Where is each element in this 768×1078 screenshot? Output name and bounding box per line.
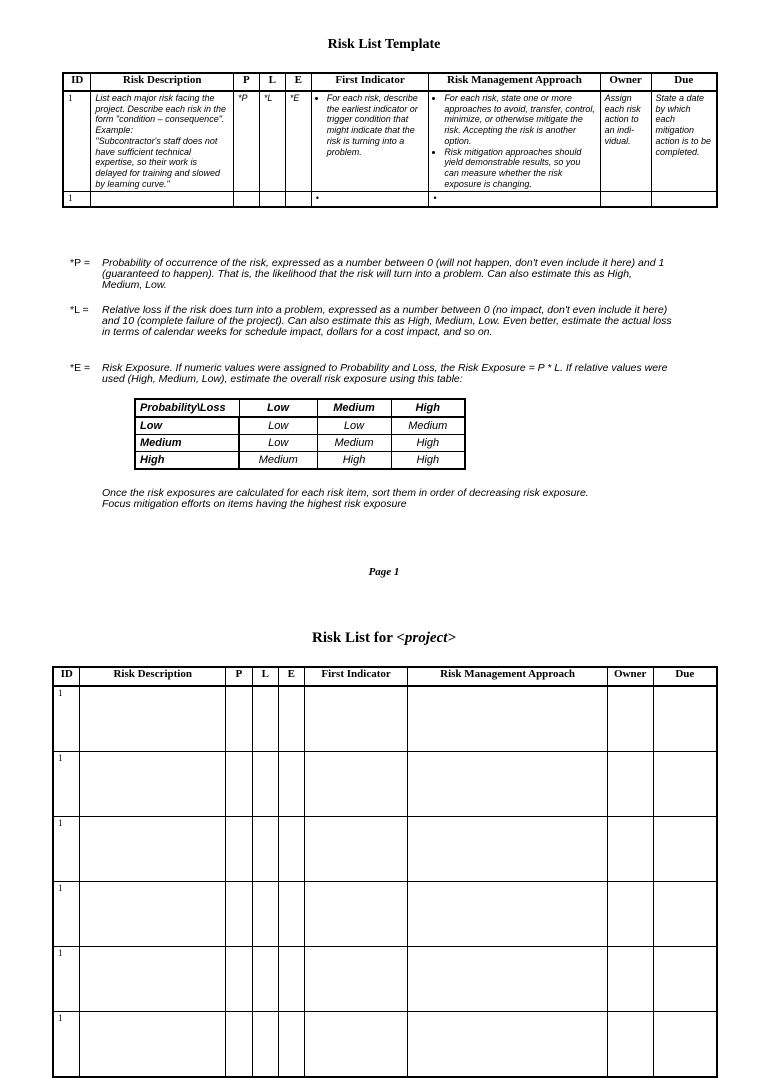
header-risk-management-approach: Risk Management Approach xyxy=(429,73,600,91)
example-description xyxy=(91,91,234,192)
exposure-corner: Probability\Loss xyxy=(135,399,239,417)
definition-p-text: Probability of occurrence of the risk, expressed as a number between 0 (will not happen, don't even include it here) and 1 (guaranteed to happen). That is, the likelihood that the risk will turn into a problem. Can also estimate this as High, Medium, Low. xyxy=(102,257,665,291)
header-l: L xyxy=(252,667,278,686)
header-p: P xyxy=(233,73,259,91)
row-id: 1 xyxy=(53,1012,80,1078)
first-indicator-item: • For each risk, describe the earliest indicator or trigger condition that might indicate that the risk is turning into a problem. xyxy=(327,93,425,157)
template-title: Risk List Template xyxy=(327,37,441,52)
header-first-indicator: First Indicator xyxy=(311,73,429,91)
header-e: E xyxy=(278,667,304,686)
risk-template-table xyxy=(62,72,718,208)
second-row-id: 1 xyxy=(63,192,91,207)
exposure-cell: High xyxy=(391,452,465,470)
header-due: Due xyxy=(653,667,717,686)
definition-l-key: *L = xyxy=(70,304,89,316)
table-row xyxy=(53,817,717,882)
table-row xyxy=(53,1012,717,1078)
description-text: List each major risk facing the project. Describe each risk in the form "condition – consequence". xyxy=(95,93,226,125)
example-l: *L xyxy=(259,91,285,192)
header-id: ID xyxy=(53,667,80,686)
approach-item-1: • For each risk, state one or more approaches to avoid, transfer, control, minimize, or otherwise mitigate the risk. Accepting the risk is another option. xyxy=(444,93,595,147)
exposure-row-medium xyxy=(135,435,465,452)
row-id: 1 xyxy=(53,686,80,752)
exposure-cell: High xyxy=(317,452,391,470)
exposure-row-low xyxy=(135,417,465,435)
example-id: 1 xyxy=(63,91,91,192)
example-row xyxy=(63,91,717,192)
example-e: *E xyxy=(285,91,311,192)
exposure-header-row xyxy=(135,399,465,417)
table-row xyxy=(53,882,717,947)
exposure-col-medium: Medium xyxy=(317,399,391,417)
example-p: *P xyxy=(233,91,259,192)
sorting-note xyxy=(102,488,702,510)
second-row xyxy=(63,192,717,207)
risk-list-header-row xyxy=(53,667,717,686)
table-row xyxy=(53,686,717,752)
table-row xyxy=(53,947,717,1012)
risk-exposure-table xyxy=(134,398,466,470)
exposure-cell: Low xyxy=(239,417,317,435)
note-line-1: Once the risk exposures are calculated for each risk item, sort them in order of decreasing risk exposure. xyxy=(102,487,589,499)
exposure-cell: Low xyxy=(239,435,317,452)
example-text: "Subcontractor's staff does not have sufficient technical expertise, so their work is delayed for training and slowed by learning curve." xyxy=(95,135,221,189)
exposure-cell: Low xyxy=(317,417,391,435)
definition-e-key: *E = xyxy=(70,362,91,374)
header-e: E xyxy=(285,73,311,91)
project-title xyxy=(0,630,768,647)
exposure-cell: Medium xyxy=(391,417,465,435)
page-number: Page 1 xyxy=(368,566,400,578)
exposure-row-high xyxy=(135,452,465,470)
header-risk-description: Risk Description xyxy=(91,73,234,91)
table-row xyxy=(53,752,717,817)
risk-list-table xyxy=(52,666,718,1078)
header-id: ID xyxy=(63,73,91,91)
example-label: Example: xyxy=(95,125,133,136)
header-first-indicator: First Indicator xyxy=(304,667,408,686)
definition-e-text: Risk Exposure. If numeric values were assigned to Probability and Loss, the Risk Exposure = P * L. If relative values were used (High, Medium, Low), estimate the overall risk exposure using this table: xyxy=(102,362,668,385)
example-approach xyxy=(429,91,600,192)
project-placeholder: <project> xyxy=(396,630,456,646)
header-risk-management-approach: Risk Management Approach xyxy=(408,667,607,686)
exposure-row-label: Medium xyxy=(135,435,239,452)
row-id: 1 xyxy=(53,752,80,817)
exposure-row-label: High xyxy=(135,452,239,470)
note-line-2: Focus mitigation efforts on items having the highest risk exposure xyxy=(102,498,407,510)
row-id: 1 xyxy=(53,947,80,1012)
row-id: 1 xyxy=(53,882,80,947)
exposure-cell: Medium xyxy=(239,452,317,470)
header-risk-description: Risk Description xyxy=(80,667,226,686)
exposure-row-label: Low xyxy=(135,417,239,435)
exposure-cell: High xyxy=(391,435,465,452)
approach-item-2: • Risk mitigation approaches should yield demonstrable results, so you can measure whether the risk exposure is changing. xyxy=(444,147,595,190)
header-due: Due xyxy=(651,73,717,91)
exposure-cell: Medium xyxy=(317,435,391,452)
exposure-col-high: High xyxy=(391,399,465,417)
example-owner: Assign each risk action to an indi-vidual. xyxy=(600,91,651,192)
second-row-approach-bullet: • xyxy=(429,192,600,207)
definition-l-text: Relative loss if the risk does turn into a problem, expressed as a number between 0 (no impact, don't even include it here) and 10 (complete failure of the project). Can also estimate this as High, Medium, Low. Even better, estimate the actual loss in terms of calendar weeks for schedule impact, dollars for a cost impact, and so on. xyxy=(102,304,672,338)
definition-p-key: *P = xyxy=(70,257,90,269)
example-first-indicator xyxy=(311,91,429,192)
header-owner: Owner xyxy=(600,73,651,91)
header-l: L xyxy=(259,73,285,91)
header-p: P xyxy=(225,667,252,686)
row-id: 1 xyxy=(53,817,80,882)
header-owner: Owner xyxy=(607,667,653,686)
example-due: State a date by which each mitigation action is to be completed. xyxy=(651,91,717,192)
header-row xyxy=(63,73,717,91)
exposure-col-low: Low xyxy=(239,399,317,417)
second-row-indicator-bullet: • xyxy=(311,192,429,207)
project-title-prefix: Risk List for xyxy=(312,630,397,646)
